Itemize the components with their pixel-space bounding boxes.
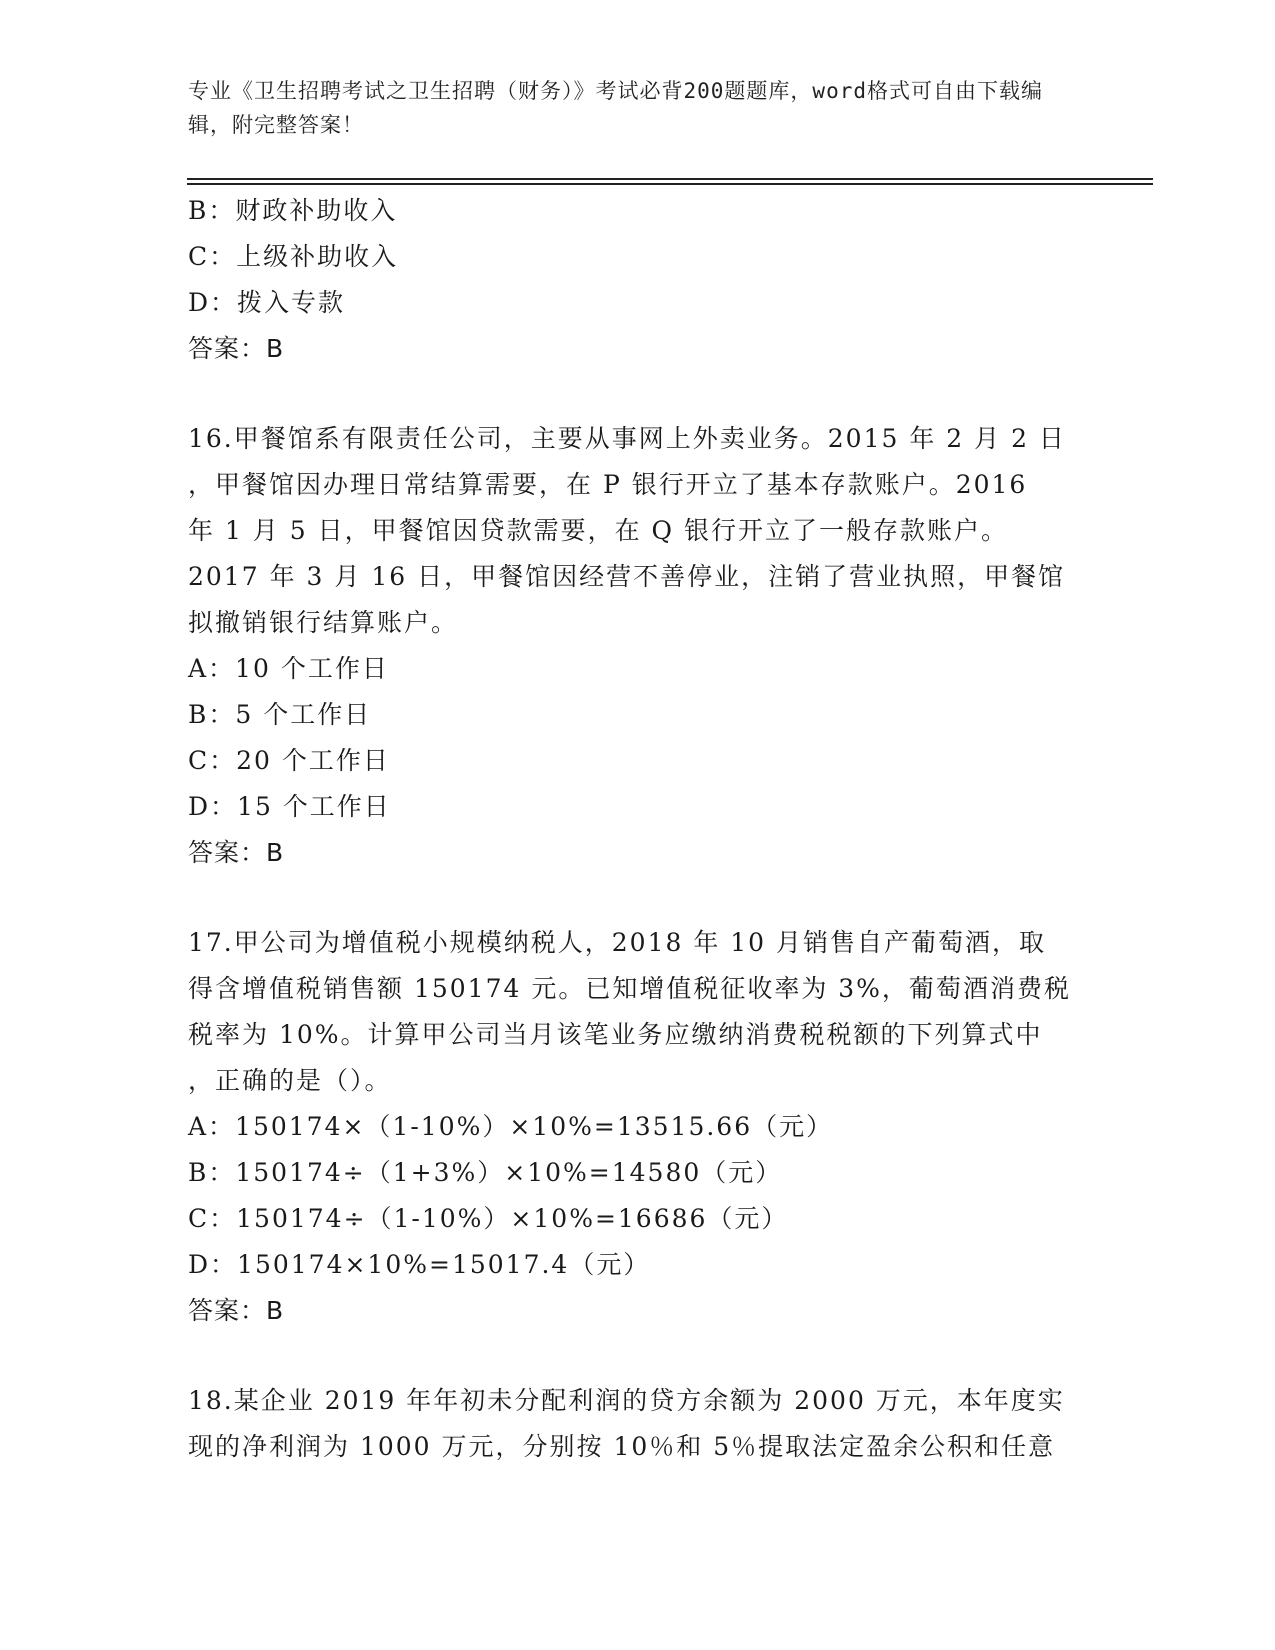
question-stem-line: 16.甲餐馆系有限责任公司，主要从事网上外卖业务。2015 年 2 月 2 日	[188, 424, 1066, 453]
answer: 答案：B	[188, 838, 285, 867]
option-d: D：150174×10%=15017.4（元）	[188, 1250, 651, 1279]
option-d: D：拨入专款	[188, 288, 346, 317]
header-rule-top	[187, 178, 1153, 180]
option-b: B：财政补助收入	[188, 196, 398, 225]
question-stem-line: 现的净利润为 1000 万元，分别按 10％和 5％提取法定盈余公积和任意	[188, 1432, 1056, 1461]
header-title: 专业《卫生招聘考试之卫生招聘（财务）》考试必背200题题库，word格式可自由下载编辑，附完整答案！	[188, 79, 1043, 137]
option-b: B：150174÷（1+3%）×10%=14580（元）	[188, 1158, 783, 1187]
question-stem-line: ，正确的是（）。	[188, 1066, 392, 1095]
option-c: C：20 个工作日	[188, 746, 390, 775]
option-a: A：150174×（1-10%）×10%=13515.66（元）	[188, 1112, 834, 1141]
option-b: B：5 个工作日	[188, 700, 372, 729]
option-d: D：15 个工作日	[188, 792, 391, 821]
option-c: C：150174÷（1-10%）×10%=16686（元）	[188, 1204, 789, 1233]
header-rule-bottom	[187, 183, 1153, 185]
question-stem-line: 2017 年 3 月 16 日，甲餐馆因经营不善停业，注销了营业执照，甲餐馆	[188, 562, 1066, 591]
question-stem-line: 17.甲公司为增值税小规模纳税人，2018 年 10 月销售自产葡萄酒，取	[188, 928, 1047, 957]
question-17	[188, 920, 1088, 1334]
document-header	[188, 74, 1068, 142]
question-stem-line: 年 1 月 5 日，甲餐馆因贷款需要，在 Q 银行开立了一般存款账户。	[188, 516, 1008, 545]
question-stem-line: 18.某企业 2019 年年初未分配利润的贷方余额为 2000 万元，本年度实	[188, 1386, 1065, 1415]
question-stem-line: 税率为 10%。计算甲公司当月该笔业务应缴纳消费税税额的下列算式中	[188, 1020, 1043, 1049]
answer: 答案：B	[188, 334, 285, 363]
question-stem-line: 拟撤销银行结算账户。	[188, 608, 459, 637]
question-stem-line: ，甲餐馆因办理日常结算需要，在 P 银行开立了基本存款账户。2016	[188, 470, 1028, 499]
option-a: A：10 个工作日	[188, 654, 389, 683]
question-stem-line: 得含增值税销售额 150174 元。已知增值税征收率为 3%，葡萄酒消费税	[188, 974, 1071, 1003]
document-body	[188, 188, 1088, 1470]
question-18	[188, 1378, 1088, 1470]
question-16	[188, 416, 1088, 876]
answer: 答案：B	[188, 1296, 285, 1325]
question-15	[188, 188, 1088, 372]
option-c: C：上级补助收入	[188, 242, 399, 271]
